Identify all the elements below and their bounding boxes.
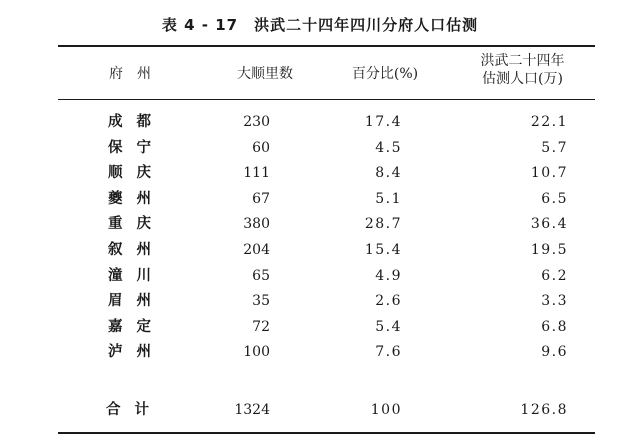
bottom-rule xyxy=(58,432,595,434)
area-value: 230 xyxy=(243,114,270,130)
percent-value: 15.4 xyxy=(364,242,402,258)
area-value: 380 xyxy=(243,216,270,232)
percent-value: 7.6 xyxy=(375,344,402,360)
prefecture-name: 夔州 xyxy=(108,191,165,207)
population-value: 5.7 xyxy=(541,140,568,156)
header-population xyxy=(465,52,580,88)
population-value: 36.4 xyxy=(530,216,568,232)
area-value: 60 xyxy=(252,140,270,156)
population-value: 22.1 xyxy=(530,114,568,130)
population-value: 3.3 xyxy=(541,293,568,309)
header-population-line2: 估测人口(万) xyxy=(482,71,563,87)
area-value: 67 xyxy=(252,191,270,207)
prefecture-name: 保宁 xyxy=(108,140,165,156)
area-value: 72 xyxy=(252,319,270,335)
area-value: 65 xyxy=(252,268,270,284)
percent-value: 28.7 xyxy=(364,216,402,232)
header-percent: 百分比(%) xyxy=(351,66,419,82)
prefecture-name: 眉州 xyxy=(108,293,165,309)
population-value: 19.5 xyxy=(530,242,568,258)
total-population: 126.8 xyxy=(520,402,568,418)
prefecture-name: 重庆 xyxy=(108,216,165,232)
header-rule xyxy=(58,99,595,100)
prefecture-name: 成都 xyxy=(108,114,165,130)
population-value: 6.5 xyxy=(541,191,568,207)
percent-value: 4.9 xyxy=(375,268,402,284)
header-prefecture: 府州 xyxy=(109,66,165,82)
total-label: 合计 xyxy=(106,402,163,418)
population-value: 9.6 xyxy=(541,344,568,360)
population-value: 10.7 xyxy=(530,165,568,181)
prefecture-name: 泸州 xyxy=(108,344,165,360)
area-value: 100 xyxy=(243,344,270,360)
prefecture-name: 嘉定 xyxy=(108,319,165,335)
percent-value: 2.6 xyxy=(375,293,402,309)
table-title: 表 4 - 17 洪武二十四年四川分府人口估测 xyxy=(161,16,479,34)
header-population-line1: 洪武二十四年 xyxy=(480,53,565,69)
percent-value: 5.1 xyxy=(375,191,402,207)
prefecture-name: 叙州 xyxy=(108,242,165,258)
prefecture-name: 顺庆 xyxy=(108,165,165,181)
top-rule xyxy=(58,45,595,47)
area-value: 204 xyxy=(243,242,270,258)
percent-value: 4.5 xyxy=(375,140,402,156)
total-area: 1324 xyxy=(234,402,270,418)
area-value: 111 xyxy=(243,165,270,181)
prefecture-name: 潼川 xyxy=(108,268,165,284)
percent-value: 17.4 xyxy=(364,114,402,130)
percent-value: 5.4 xyxy=(375,319,402,335)
area-value: 35 xyxy=(252,293,270,309)
population-value: 6.8 xyxy=(541,319,568,335)
total-percent: 100 xyxy=(370,402,402,418)
header-area: 大顺里数 xyxy=(237,66,293,82)
population-value: 6.2 xyxy=(541,268,568,284)
percent-value: 8.4 xyxy=(375,165,402,181)
